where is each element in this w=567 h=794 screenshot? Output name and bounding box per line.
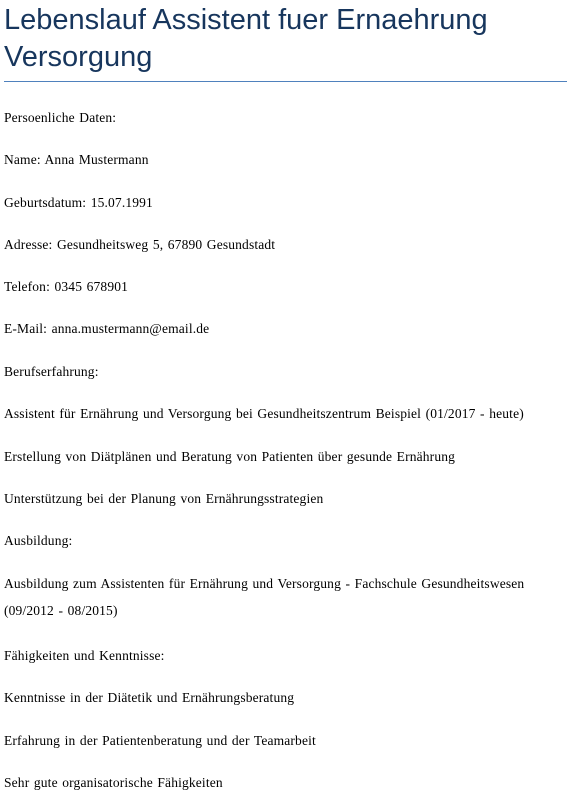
- section-heading-education: Ausbildung:: [4, 533, 73, 548]
- skill-item: Erfahrung in der Patientenberatung und der Teamarbeit: [4, 733, 316, 748]
- title-line-1: Lebenslauf Assistent fuer Ernaehrung: [4, 4, 488, 36]
- section-heading-experience: Berufserfahrung:: [4, 364, 99, 379]
- section-heading-skills: Fähigkeiten und Kenntnisse:: [4, 648, 165, 663]
- experience-item: Unterstützung bei der Planung von Ernährungsstrategien: [4, 491, 324, 506]
- section-heading-personal: Persoenliche Daten:: [4, 110, 117, 125]
- personal-birthdate: Geburtsdatum: 15.07.1991: [4, 195, 153, 210]
- personal-email: E-Mail: anna.mustermann@email.de: [4, 321, 210, 336]
- education-item-dates: (09/2012 - 08/2015): [4, 603, 118, 618]
- education-item: Ausbildung zum Assistenten für Ernährung und Versorgung - Fachschule Gesundheitswesen: [4, 576, 525, 591]
- skill-item: Sehr gute organisatorische Fähigkeiten: [4, 775, 223, 790]
- personal-address: Adresse: Gesundheitsweg 5, 67890 Gesundstadt: [4, 237, 276, 252]
- experience-item: Assistent für Ernährung und Versorgung bei Gesundheitszentrum Beispiel (01/2017 - heute): [4, 406, 524, 421]
- title-divider: [4, 81, 567, 82]
- skill-item: Kenntnisse in der Diätetik und Ernährungsberatung: [4, 690, 295, 705]
- experience-item: Erstellung von Diätplänen und Beratung von Patienten über gesunde Ernährung: [4, 449, 456, 464]
- document-title: [4, 0, 567, 76]
- personal-name: Name: Anna Mustermann: [4, 152, 149, 167]
- title-line-2: Versorgung: [4, 41, 153, 73]
- personal-phone: Telefon: 0345 678901: [4, 279, 129, 294]
